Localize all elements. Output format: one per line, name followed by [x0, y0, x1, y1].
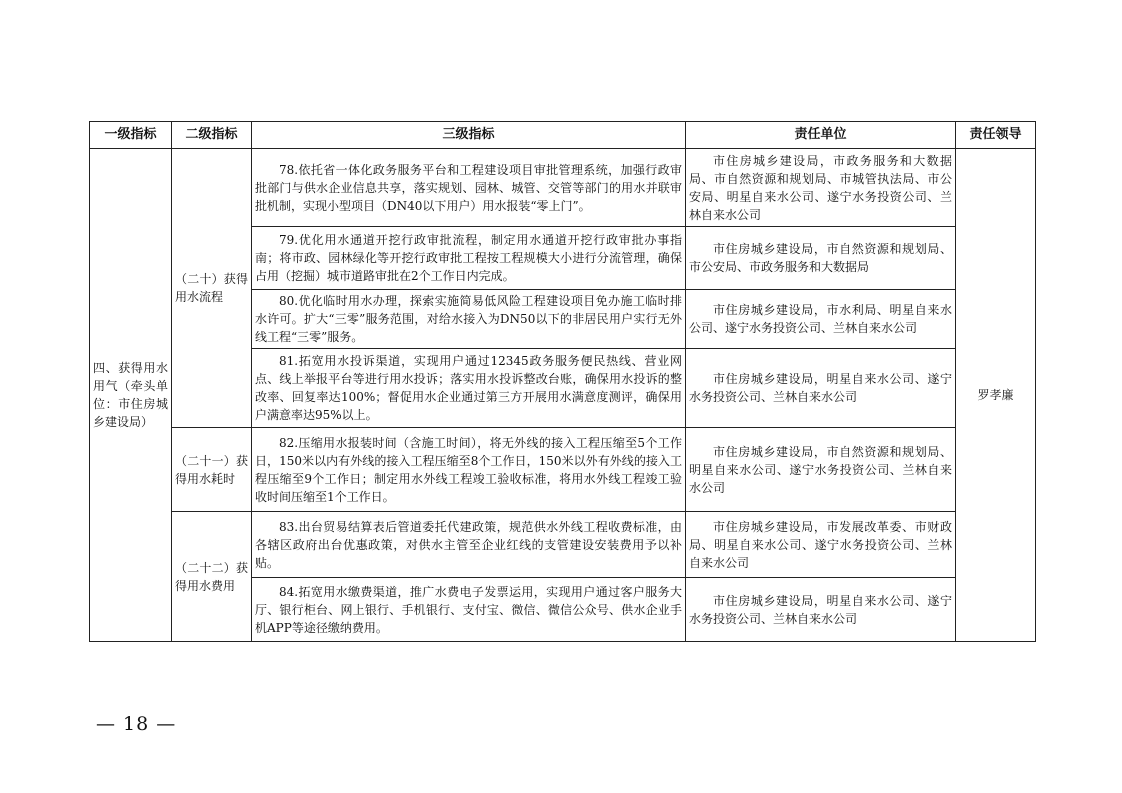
page-number: — 18 — — [96, 713, 177, 735]
table-row — [90, 512, 1036, 578]
units-cell: 市住房城乡建设局，市水利局、明星自来水公司、遂宁水务投资公司、兰林自来水公司 — [686, 290, 956, 349]
level3-cell: 79.优化用水通道开挖行政审批流程，制定用水通道开挖行政审批办事指南；将市政、园林绿化等开挖行政审批工程按工程规模大小进行分流管理，确保占用（挖掘）城市道路审批在2个工作日内完成。 — [252, 227, 686, 290]
leader-cell: 罗孝廉 — [956, 149, 1036, 642]
header-level1: 一级指标 — [90, 122, 172, 149]
header-row — [90, 122, 1036, 149]
units-cell: 市住房城乡建设局，明星自来水公司、遂宁水务投资公司、兰林自来水公司 — [686, 578, 956, 642]
header-units: 责任单位 — [686, 122, 956, 149]
level3-cell: 82.压缩用水报装时间（含施工时间），将无外线的接入工程压缩至5个工作日，150米以内有外线的接入工程压缩至8个工作日，150米以外有外线的接入工程压缩至9个工作日；制定用水外线工程竣工验收标准，将用水外线工程竣工验收时间压缩至1个工作日。 — [252, 428, 686, 512]
header-level3: 三级指标 — [252, 122, 686, 149]
level1-cell: 四、获得用水用气（牵头单位：市住房城乡建设局） — [90, 149, 172, 642]
table-row — [90, 428, 1036, 512]
units-cell: 市住房城乡建设局，市自然资源和规划局、市公安局、市政务服务和大数据局 — [686, 227, 956, 290]
units-cell: 市住房城乡建设局，明星自来水公司、遂宁水务投资公司、兰林自来水公司 — [686, 349, 956, 428]
level2-cell: （二十）获得用水流程 — [172, 149, 252, 428]
level3-cell: 81.拓宽用水投诉渠道，实现用户通过12345政务服务便民热线、营业网点、线上举报平台等进行用水投诉；落实用水投诉整改台账，确保用水投诉的整改率、回复率达100%；督促用水企业通过第三方开展用水满意度测评，确保用户满意率达95%以上。 — [252, 349, 686, 428]
indicator-table — [89, 121, 1036, 642]
level2-cell: （二十二）获得用水费用 — [172, 512, 252, 642]
level3-cell: 80.优化临时用水办理，探索实施简易低风险工程建设项目免办施工临时排水许可。扩大“三零”服务范围，对给水接入为DN50以下的非居民用户实行无外线工程“三零”服务。 — [252, 290, 686, 349]
level3-cell: 78.依托省一体化政务服务平台和工程建设项目审批管理系统，加强行政审批部门与供水企业信息共享，落实规划、园林、城管、交管等部门的用水并联审批机制，实现小型项目（DN40以下用户）用水报装“零上门”。 — [252, 149, 686, 227]
level3-cell: 83.出台贸易结算表后管道委托代建政策，规范供水外线工程收费标准，由各辖区政府出台优惠政策，对供水主管至企业红线的支管建设安装费用予以补贴。 — [252, 512, 686, 578]
table-row — [90, 149, 1036, 227]
units-cell: 市住房城乡建设局，市自然资源和规划局、明星自来水公司、遂宁水务投资公司、兰林自来水公司 — [686, 428, 956, 512]
level2-cell: （二十一）获得用水耗时 — [172, 428, 252, 512]
units-cell: 市住房城乡建设局，市政务服务和大数据局、市自然资源和规划局、市城管执法局、市公安局、明星自来水公司、遂宁水务投资公司、兰林自来水公司 — [686, 149, 956, 227]
level3-cell: 84.拓宽用水缴费渠道，推广水费电子发票运用，实现用户通过客户服务大厅、银行柜台、网上银行、手机银行、支付宝、微信、微信公众号、供水企业手机APP等途径缴纳费用。 — [252, 578, 686, 642]
units-cell: 市住房城乡建设局，市发展改革委、市财政局、明星自来水公司、遂宁水务投资公司、兰林自来水公司 — [686, 512, 956, 578]
header-level2: 二级指标 — [172, 122, 252, 149]
header-leader: 责任领导 — [956, 122, 1036, 149]
